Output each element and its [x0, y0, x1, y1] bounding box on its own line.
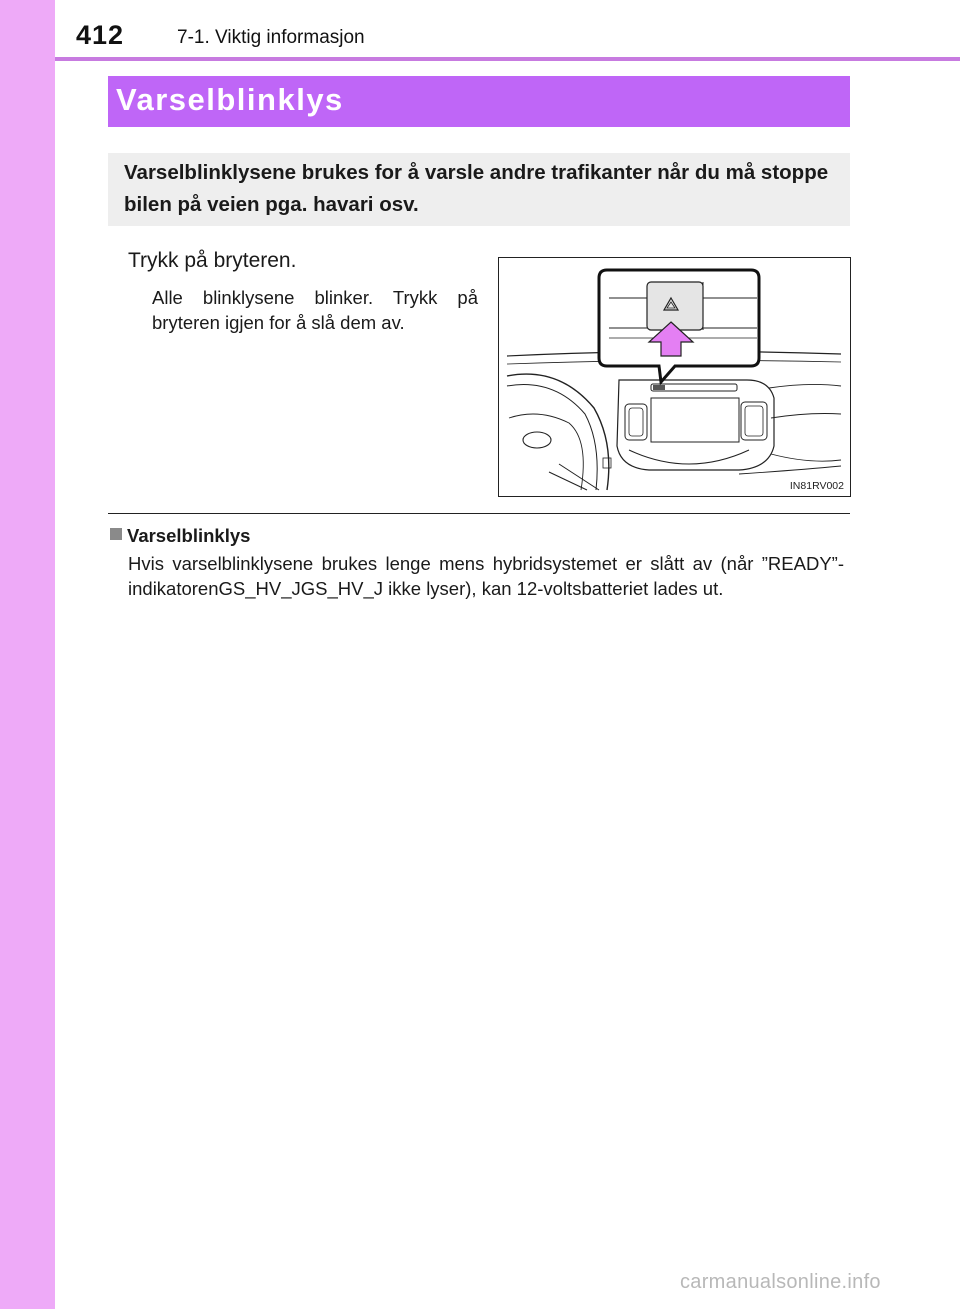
- dashboard-illustration: [499, 258, 850, 496]
- running-head: 7-1. Viktig informasjon: [177, 27, 365, 48]
- side-band: [0, 0, 55, 1309]
- intro-box: [108, 153, 850, 226]
- title-banner: [108, 76, 850, 127]
- square-bullet-icon: [110, 528, 122, 540]
- figure-code: IN81RV002: [789, 480, 844, 492]
- step-instruction: Trykk på bryteren.: [128, 249, 297, 272]
- page-title: Varselblinklys: [116, 82, 344, 117]
- note-heading: Varselblinklys: [127, 525, 251, 546]
- step-detail: Alle blinklysene blinker. Trykk på bryteren igjen for å slå dem av.: [152, 287, 478, 333]
- header-rule: [55, 57, 960, 61]
- page-number: 412: [76, 20, 125, 50]
- intro-text: Varselblinklysene brukes for å varsle andre trafikanter når du må stoppe bilen på veien pga. havari osv.: [124, 161, 829, 216]
- watermark: carmanualsonline.info: [680, 1271, 881, 1293]
- note-body: Hvis varselblinklysene brukes lenge mens hybridsystemet er slått av (når ”READY”-indikatorenGS_HV_JGS_HV_J ikke lyser), kan 12-voltsbatteriet lades ut.: [128, 553, 844, 599]
- hazard-switch-figure: [498, 257, 851, 497]
- section-divider: [108, 513, 850, 514]
